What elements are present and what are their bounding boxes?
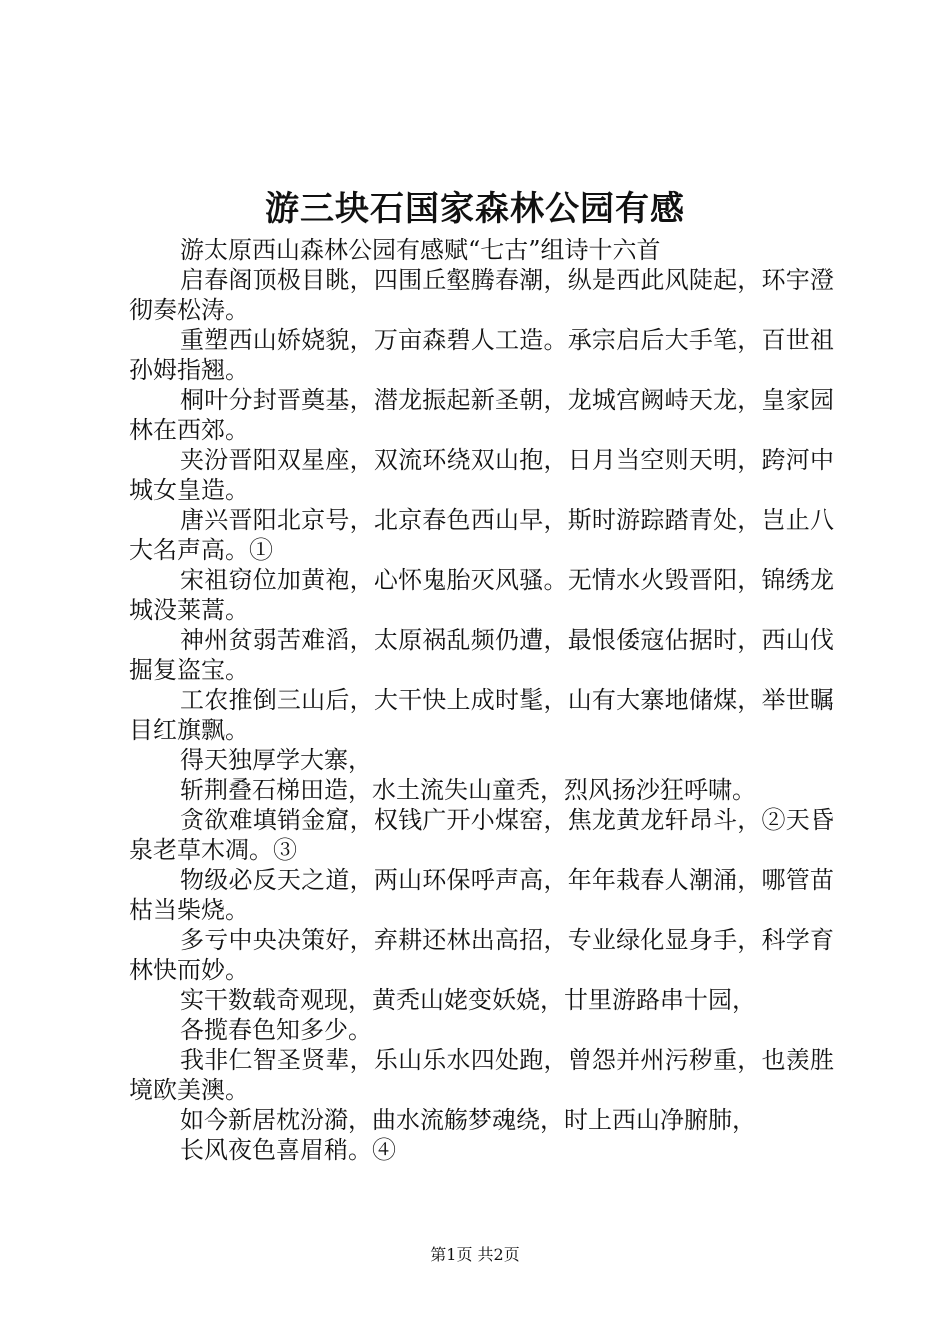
paragraph: 神州贫弱苦难滔，太原祸乱频仍遭，最恨倭寇佔据时，西山伐掘复盗宝。 [129, 626, 834, 684]
paragraph: 宋祖窃位加黄袍，心怀鬼胎灭风骚。无情水火毁晋阳，锦绣龙城没莱蒿。 [129, 566, 834, 624]
paragraph: 长风夜色喜眉稍。④ [180, 1136, 396, 1164]
paragraph: 游太原西山森林公园有感赋“七古”组诗十六首 [180, 236, 661, 264]
paragraph: 各揽春色知多少。 [180, 1016, 372, 1044]
paragraph: 夹汾晋阳双星座，双流环绕双山抱，日月当空则天明，跨河中城女皇造。 [129, 446, 834, 504]
document-title: 游三块石国家森林公园有感 [265, 189, 685, 229]
paragraph: 唐兴晋阳北京号，北京春色西山早，斯时游踪踏青处，岂止八大名声高。① [129, 506, 834, 564]
paragraph: 桐叶分封晋奠基，潜龙振起新圣朝，龙城宫阙峙天龙，皇家园林在西郊。 [129, 386, 834, 444]
paragraph: 实干数载奇观现，黄秃山姥变妖娆，廿里游路串十园， [180, 986, 756, 1014]
paragraph: 多亏中央决策好，弃耕还林出高招，专业绿化显身手，科学育林快而妙。 [129, 926, 834, 984]
paragraph: 得天独厚学大寨， [180, 746, 372, 774]
paragraph: 物级必反天之道，两山环保呼声高，年年栽春人潮涌，哪管苗枯当柴烧。 [129, 866, 834, 924]
page-footer: 第1页 共2页 [430, 1245, 520, 1264]
document-body [129, 235, 834, 1165]
paragraph: 斩荆叠石梯田造，水土流失山童秃，烈风扬沙狂呼啸。 [180, 776, 756, 804]
paragraph: 我非仁智圣贤辈，乐山乐水四处跑，曾怨并州污秽重，也羡胜境欧美澳。 [129, 1046, 834, 1104]
paragraph: 工农推倒三山后，大干快上成时髦，山有大寨地储煤，举世瞩目红旗飘。 [129, 686, 834, 744]
paragraph: 启春阁顶极目眺，四围丘壑腾春潮，纵是西此风陡起，环宇澄彻奏松涛。 [129, 266, 834, 324]
paragraph: 贪欲难填销金窟，权钱广开小煤窑，焦龙黄龙轩昂斗，②天昏泉老草木凋。③ [129, 806, 834, 864]
paragraph: 重塑西山娇娆貌，万亩森碧人工造。承宗启后大手笔，百世祖孙姆指翘。 [129, 326, 834, 384]
paragraph: 如今新居枕汾漪，曲水流觞梦魂绕，时上西山净腑肺， [180, 1106, 756, 1134]
